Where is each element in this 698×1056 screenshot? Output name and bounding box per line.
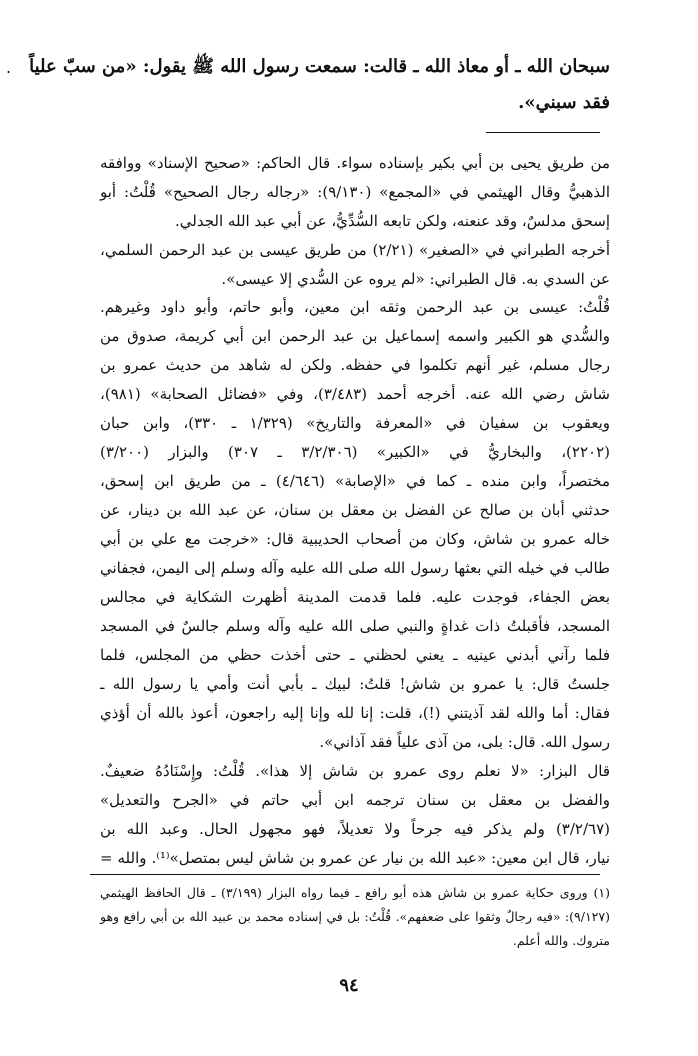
body-line: مختصراً، وابن منده ـ كما في «الإصابة» (٤/٦٤٦) ـ من طريق ابن إسحق،: [100, 472, 610, 490]
body-line: والسُّدي هو الكبير واسمه إسماعيل بن عبد الرحمن ابن أبي كريمة، صدوق من: [100, 327, 610, 345]
body-line: والفضل بن معقل بن سنان ترجمه ابن أبي حاتم في «الجرح والتعديل»: [100, 791, 610, 809]
margin-dot: .: [6, 58, 12, 77]
body-line: بعض الجفاء، فوجدت عليه. فلما قدمت المدينة أظهرت الشكاية في مجالس: [100, 588, 610, 606]
body-line: فلما رآني أبدني عينيه ـ يعني لحظني ـ حتى أخذت حظي من المجلس، فلما: [100, 646, 610, 664]
body-line: من طريق يحيى بن أبي بكير بإسناده سواء. قال الحاكم: «صحيح الإسناد» ووافقه: [100, 154, 610, 172]
footnote-line: (١) وروى حكاية عمرو بن شاش هذه أبو رافع ـ فيما رواه البزار (٣/١٩٩) ـ قال الحافظ الهيثمي: [100, 885, 610, 900]
body-line: قال البزار: «لا نعلم روى عمرو بن شاش إلا هذا». قُلْتُ: وإِسْنَادُهُ ضعيفٌ.: [100, 762, 610, 780]
body-line: ويعقوب بن سفيان في «المعرفة والتاريخ» (١/٣٢٩ ـ ٣٣٠)، وابن حبان: [100, 414, 610, 432]
body-line: (٣/٢/٦٧) ولم يذكر فيه جرحاً ولا تعديلاً، فهو مجهول الحال. وعبد الله بن: [100, 820, 610, 838]
body-line: فقال: أما والله لقد آذيتني (!)، قلت: إنا لله وإنا إليه راجعون، أعوذ بالله أن أؤذي: [100, 704, 610, 722]
body-line: خاله عمرو بن شاش، وكان من أصحاب الحديبية قال: «خرجت مع علي بن أبي: [100, 530, 610, 548]
body-line: نيار، قال ابن معين: «عبد الله بن نيار عن عمرو بن شاش ليس بمتصل»⁽¹⁾. والله =: [100, 849, 610, 867]
body-line: جلستُ قال: يا عمرو بن شاش! قلتُ: لبيك ـ بأبي أنت وأمي يا رسول الله ـ: [100, 675, 610, 693]
body-line: قُلْتُ: عيسى بن عبد الرحمن وثقه ابن معين، وأبو حاتم، وأبو داود وغيرهم.: [100, 298, 610, 316]
footnote-rule: [90, 874, 600, 875]
body-line: الذهبيُّ وقال الهيثمي في «المجمع» (٩/١٣٠): «رجاله رجال الصحيح» قُلْتُ: أبو: [100, 183, 610, 201]
top-rule: [486, 132, 600, 133]
body-line: إسحق مدلسٌ، وقد عنعنه، ولكن تابعه السُّدِّيُّ، عن أبي عبد الله الجدلي.: [175, 212, 610, 230]
body-line: رسول الله. قال: بلى، من آذى علياً فقد آذاني».: [319, 733, 610, 751]
body-line: عن السدي به. قال الطبراني: «لم يروه عن السُّدي إلا عيسى».: [221, 270, 610, 288]
body-line: حدثني أبان بن صالح عن الفضل بن معقل بن سنان، عن عبد الله بن دينار، عن: [100, 501, 610, 519]
footnote-line: متروك. والله أعلم.: [512, 933, 610, 948]
header-line: سبحان الله ـ أو معاذ الله ـ قالت: سمعت رسول الله ﷺ يقول: «من سبّ علياً: [29, 56, 610, 77]
body-line: رجال مسلم، غير أنهم تكلموا في حفظه. ولكن له شاهد من حديث عمرو بن: [100, 356, 610, 374]
body-line: المسجد، فأقبلتُ ذات غداةٍ والنبي صلى الله عليه وآله وسلم جالسٌ في المسجد: [100, 617, 610, 635]
footnote-line: (٩/١٢٧): «فيه رجالٌ وثقوا على ضعفهم». قُلْتُ: بل في إسناده محمد بن عبيد الله بن أبي رافع وهو: [100, 909, 610, 924]
body-line: (٢٢٠٢)، والبخاريُّ في «الكبير» (٣/٢/٣٠٦ ـ ٣٠٧) والبزار (٣/٢٠٠): [100, 443, 610, 461]
body-line: أخرجه الطبراني في «الصغير» (٢/٢١) من طريق عيسى بن عبد الرحمن السلمي،: [100, 241, 610, 259]
page-number: ٩٤: [339, 975, 359, 996]
body-line: طالب في خيله التي بعثها رسول الله صلى الله عليه وآله وسلم إلى اليمن، فجفاني: [100, 559, 610, 577]
body-line: شاش رضي الله عنه. أخرجه أحمد (٣/٤٨٣)، وفي «فضائل الصحابة» (٩٨١)،: [100, 385, 610, 403]
header-line: فقد سبني».: [518, 92, 610, 113]
